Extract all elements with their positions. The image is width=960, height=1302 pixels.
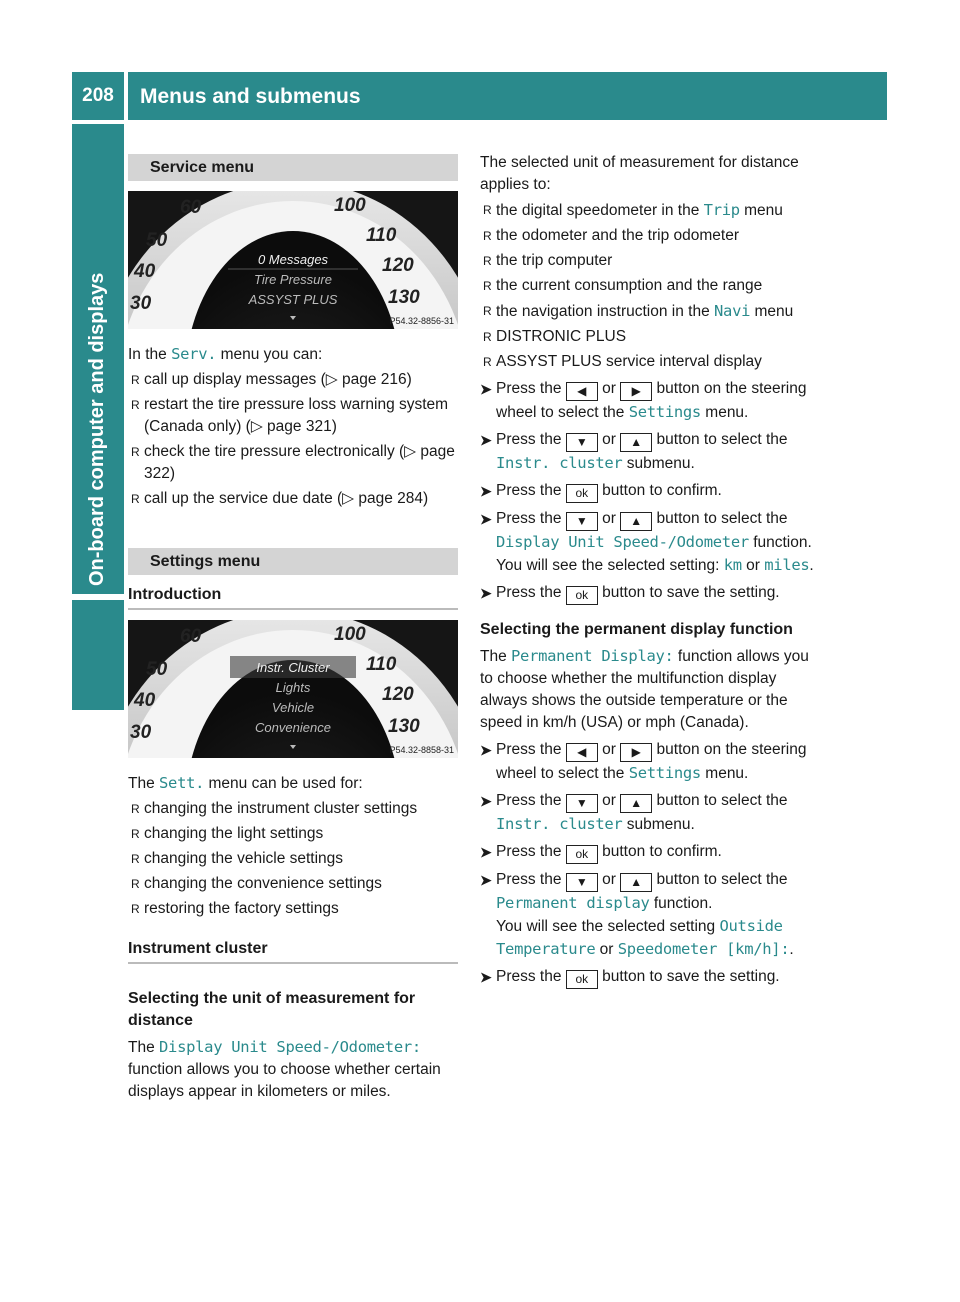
- permanent-display-heading: Selecting the permanent display function: [480, 621, 793, 638]
- step-arrow-icon: ➤: [480, 432, 492, 448]
- instrument-cluster-heading: Instrument cluster: [128, 938, 458, 964]
- list-item: R changing the light settings: [128, 823, 458, 845]
- dial-label: 130: [388, 716, 420, 737]
- step-confirm: ➤ Press the ok button to confirm.: [480, 841, 815, 864]
- dial-label: 100: [334, 624, 366, 645]
- step-select-settings: ➤ Press the ◀ or ▶ button on the steering wheel to select the Settings menu.: [480, 380, 807, 421]
- display-line: Lights: [275, 680, 311, 695]
- service-bullets: [128, 369, 458, 510]
- step-save: ➤ Press the ok button to save the setting.: [480, 582, 815, 605]
- step-arrow-icon: ➤: [480, 381, 492, 397]
- serv-menu-ref: Serv.: [171, 345, 217, 363]
- step-arrow-icon: ➤: [480, 844, 492, 860]
- list-item: R restoring the factory settings: [128, 898, 458, 920]
- left-button-icon: ◀: [566, 743, 598, 762]
- display-unit-ref: Display Unit Speed-/Odometer:: [159, 1038, 421, 1056]
- list-item: R call up the service due date (▷ page 284): [128, 488, 458, 510]
- display-line: Vehicle: [271, 700, 315, 715]
- dial-label: 110: [366, 654, 397, 675]
- dial-label: 60: [180, 197, 202, 218]
- step-arrow-icon: ➤: [480, 872, 492, 888]
- step-select-instr-cluster: ➤ Press the ▼ or ▲ button to select the Instr. cluster submenu.: [480, 792, 788, 833]
- settings-bullets: [128, 798, 458, 920]
- dial-label: 40: [134, 261, 156, 282]
- step-arrow-icon: ➤: [480, 793, 492, 809]
- up-button-icon: ▲: [620, 794, 652, 813]
- page-title-bar: [128, 72, 887, 120]
- step-arrow-icon: ➤: [480, 742, 492, 758]
- display-line: 0 Messages: [257, 252, 329, 267]
- right-button-icon: ▶: [620, 743, 652, 762]
- left-column: [128, 150, 458, 1103]
- dial-label: 60: [180, 626, 202, 647]
- applies-bullets: [480, 199, 815, 373]
- dial-label: 110: [366, 225, 397, 246]
- list-item: R call up display messages (▷ page 216): [128, 369, 458, 391]
- list-item: R restart the tire pressure loss warning system (Canada only) (▷ page 321): [128, 394, 458, 438]
- dial-label: 50: [146, 659, 168, 680]
- side-tab-label: On-board computer and displays: [86, 272, 108, 586]
- list-item: R changing the vehicle settings: [128, 848, 458, 870]
- display-line: Tire Pressure: [254, 272, 332, 287]
- page-number: 208: [72, 72, 124, 120]
- step-save: ➤ Press the ok button to save the setting.: [480, 966, 815, 989]
- service-intro: In the Serv. menu you can:: [128, 345, 323, 363]
- permanent-display-description: The Permanent Display: function allows you to choose whether the multifunction display always shows the outside temperature or the speed in km/h (USA) or mph (Canada).: [480, 647, 809, 731]
- up-button-icon: ▲: [620, 433, 652, 452]
- list-item: R DISTRONIC PLUS: [480, 326, 815, 348]
- up-button-icon: ▲: [620, 873, 652, 892]
- display-line: Convenience: [255, 720, 331, 735]
- display-line: ASSYST PLUS: [248, 292, 338, 307]
- up-button-icon: ▲: [620, 512, 652, 531]
- introduction-heading: Introduction: [128, 584, 458, 610]
- service-cluster-image: [128, 191, 458, 329]
- step-arrow-icon: ➤: [480, 969, 492, 985]
- step-select-permanent-display: ➤ Press the ▼ or ▲ button to select the Permanent display function. You will see the selected setting Outside Temperature or Speedometer [km/h]:.: [480, 871, 794, 958]
- page-header: [72, 72, 887, 120]
- dial-label: 100: [334, 195, 366, 216]
- list-item: R ASSYST PLUS service interval display: [480, 351, 815, 373]
- list-item: R the odometer and the trip odometer: [480, 225, 815, 247]
- ok-button-icon: ok: [566, 484, 598, 503]
- dial-label: 30: [130, 722, 152, 743]
- step-arrow-icon: ➤: [480, 585, 492, 601]
- left-button-icon: ◀: [566, 382, 598, 401]
- list-item: R changing the convenience settings: [128, 873, 458, 895]
- down-button-icon: ▼: [566, 794, 598, 813]
- service-menu-heading: Service menu: [128, 154, 458, 181]
- dial-label: 30: [130, 293, 152, 314]
- list-item: R check the tire pressure electronically (▷ page 322): [128, 441, 458, 485]
- step-confirm: ➤ Press the ok button to confirm.: [480, 480, 815, 503]
- list-item: R the current consumption and the range: [480, 275, 815, 297]
- right-button-icon: ▶: [620, 382, 652, 401]
- down-button-icon: ▼: [566, 512, 598, 531]
- ok-button-icon: ok: [566, 845, 598, 864]
- side-tab-block: [72, 600, 124, 710]
- page-title: Menus and submenus: [140, 85, 361, 108]
- display-line: Instr. Cluster: [256, 660, 330, 675]
- sett-menu-ref: Sett.: [159, 774, 205, 792]
- list-item: R changing the instrument cluster settings: [128, 798, 458, 820]
- image-code: P54.32-8856-31: [389, 316, 454, 326]
- image-code: P54.32-8858-31: [389, 745, 454, 755]
- applies-intro: The selected unit of measurement for distance applies to:: [480, 154, 799, 193]
- unit-description: The Display Unit Speed-/Odometer: function allows you to choose whether certain displays appear in kilometers or miles.: [128, 1038, 441, 1100]
- side-tab: [72, 124, 124, 1286]
- ok-button-icon: ok: [566, 586, 598, 605]
- step-arrow-icon: ➤: [480, 511, 492, 527]
- settings-menu-heading: Settings menu: [128, 548, 458, 575]
- settings-intro: The Sett. menu can be used for:: [128, 774, 363, 792]
- down-button-icon: ▼: [566, 873, 598, 892]
- settings-cluster-image: [128, 620, 458, 758]
- dial-label: 40: [134, 690, 156, 711]
- step-arrow-icon: ➤: [480, 483, 492, 499]
- dial-label: 120: [382, 684, 414, 705]
- side-tab-label-bg: [72, 124, 124, 594]
- dial-label: 120: [382, 255, 414, 276]
- list-item: R the digital speedometer in the Trip menu: [480, 199, 815, 222]
- step-select-settings: ➤ Press the ◀ or ▶ button on the steering wheel to select the Settings menu.: [480, 741, 807, 782]
- dial-label: 130: [388, 287, 420, 308]
- dial-label: 50: [146, 230, 168, 251]
- step-select-instr-cluster: ➤ Press the ▼ or ▲ button to select the Instr. cluster submenu.: [480, 431, 788, 472]
- list-item: R the trip computer: [480, 250, 815, 272]
- right-column: [480, 152, 815, 989]
- list-item: R the navigation instruction in the Navi menu: [480, 300, 815, 323]
- ok-button-icon: ok: [566, 970, 598, 989]
- unit-heading: Selecting the unit of measurement for distance: [128, 990, 416, 1029]
- step-select-display-unit: ➤ Press the ▼ or ▲ button to select the Display Unit Speed-/Odometer function. You will see the selected setting: km or miles.: [480, 510, 814, 574]
- down-button-icon: ▼: [566, 433, 598, 452]
